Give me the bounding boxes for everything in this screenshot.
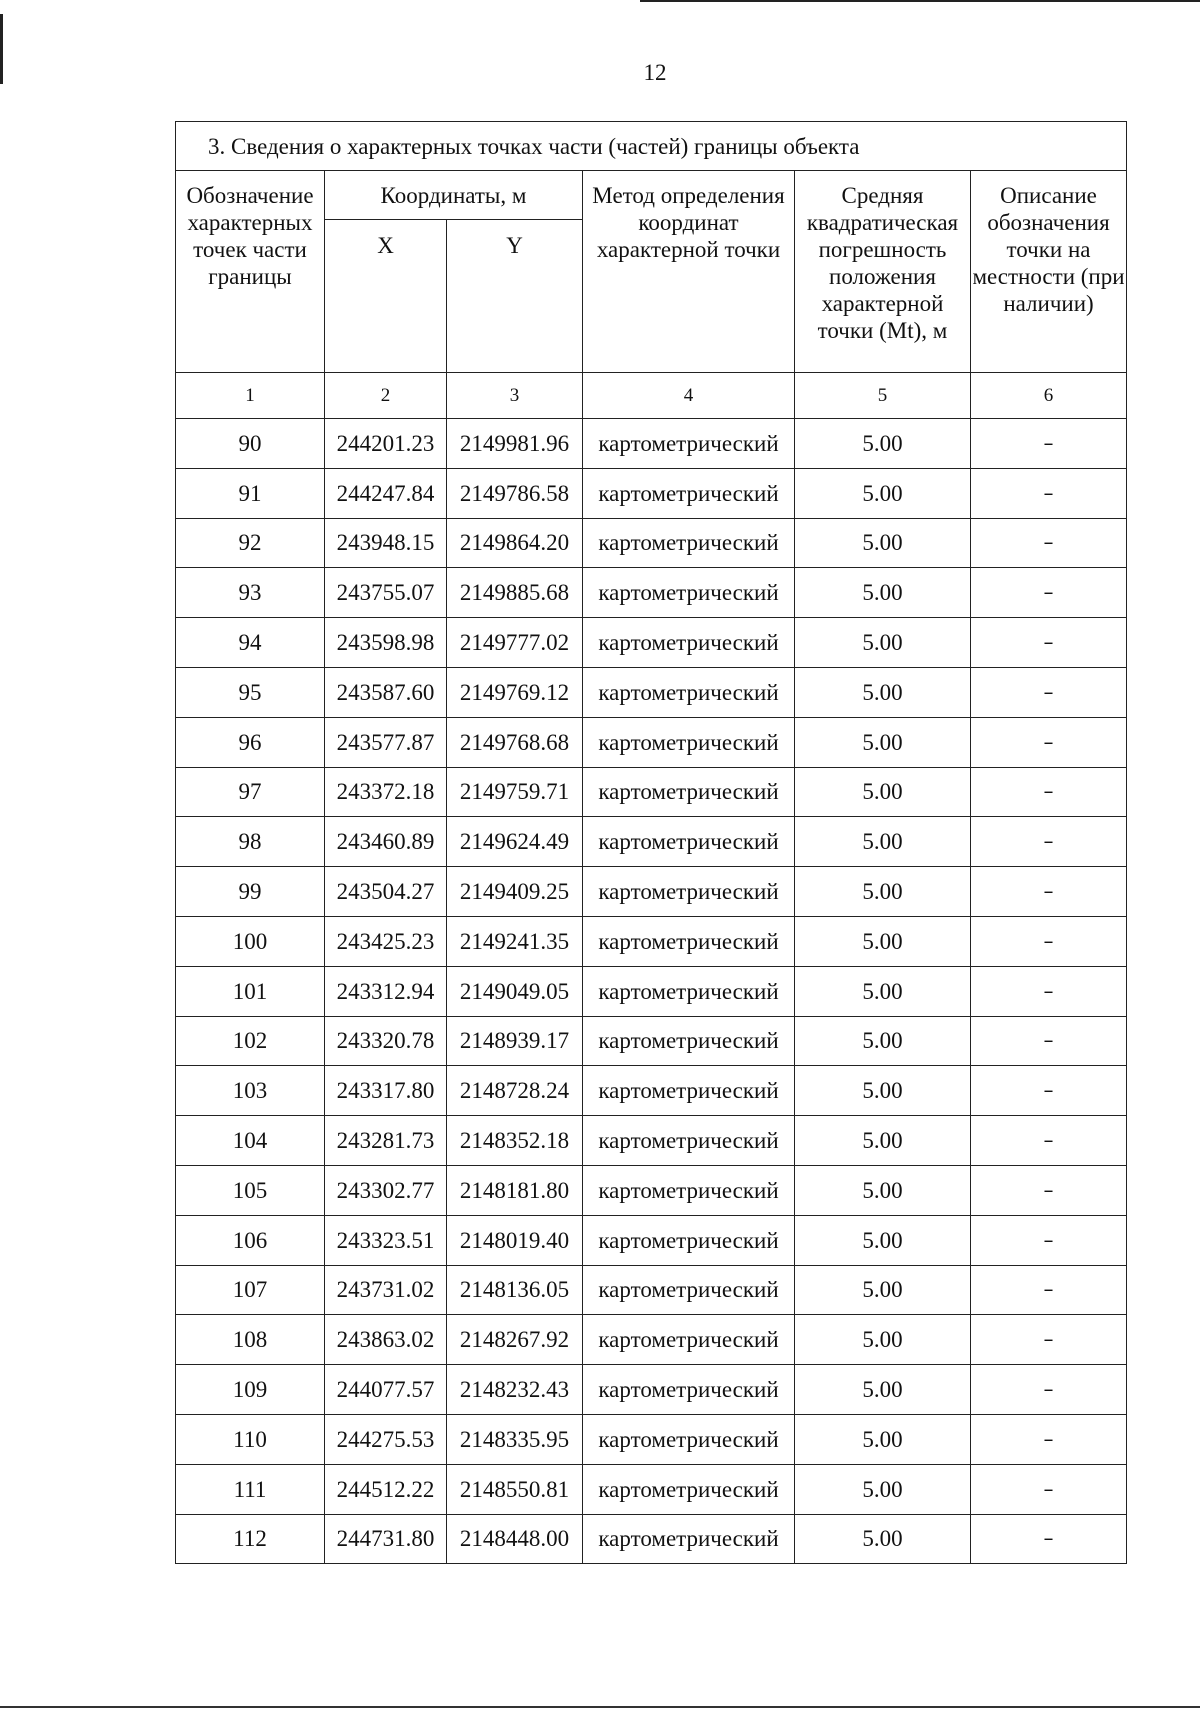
x-coordinate-cell: 243317.80 (325, 1066, 447, 1116)
x-coordinate-cell: 243281.73 (325, 1116, 447, 1166)
point-number-cell: 99 (176, 867, 325, 917)
method-cell: картометрический (583, 1215, 795, 1265)
description-cell: – (971, 518, 1127, 568)
y-coordinate-cell: 2148352.18 (447, 1116, 583, 1166)
method-cell: картометрический (583, 1016, 795, 1066)
method-cell: картометрический (583, 468, 795, 518)
error-value-cell: 5.00 (795, 1514, 971, 1564)
y-coordinate-cell: 2149624.49 (447, 817, 583, 867)
description-cell: – (971, 419, 1127, 469)
table-row (176, 618, 1127, 668)
x-coordinate-cell: 243863.02 (325, 1315, 447, 1365)
column-number: 2 (325, 373, 447, 419)
point-number-cell: 100 (176, 916, 325, 966)
method-cell: картометрический (583, 817, 795, 867)
header-method: Метод определения координат характерной точки (583, 171, 795, 373)
method-cell: картометрический (583, 867, 795, 917)
x-coordinate-cell: 244275.53 (325, 1414, 447, 1464)
method-cell: картометрический (583, 717, 795, 767)
point-number-cell: 109 (176, 1365, 325, 1415)
point-number-cell: 95 (176, 667, 325, 717)
point-number-cell: 94 (176, 618, 325, 668)
x-coordinate-cell: 243372.18 (325, 767, 447, 817)
x-coordinate-cell: 243598.98 (325, 618, 447, 668)
table-row (176, 568, 1127, 618)
table-row (176, 1365, 1127, 1415)
x-coordinate-cell: 243312.94 (325, 966, 447, 1016)
method-cell: картометрический (583, 419, 795, 469)
table-row (176, 1315, 1127, 1365)
y-coordinate-cell: 2149769.12 (447, 667, 583, 717)
description-cell: – (971, 1464, 1127, 1514)
error-value-cell: 5.00 (795, 717, 971, 767)
error-value-cell: 5.00 (795, 916, 971, 966)
x-coordinate-cell: 243320.78 (325, 1016, 447, 1066)
y-coordinate-cell: 2149885.68 (447, 568, 583, 618)
x-coordinate-cell: 243587.60 (325, 667, 447, 717)
method-cell: картометрический (583, 1414, 795, 1464)
description-cell: – (971, 1215, 1127, 1265)
error-value-cell: 5.00 (795, 767, 971, 817)
x-coordinate-cell: 243948.15 (325, 518, 447, 568)
description-cell: – (971, 1116, 1127, 1166)
description-cell: – (971, 966, 1127, 1016)
method-cell: картометрический (583, 568, 795, 618)
table-row (176, 419, 1127, 469)
y-coordinate-cell: 2148232.43 (447, 1365, 583, 1415)
y-coordinate-cell: 2149768.68 (447, 717, 583, 767)
x-coordinate-cell: 244077.57 (325, 1365, 447, 1415)
section-title-row (176, 122, 1127, 171)
table-row (176, 1514, 1127, 1564)
point-number-cell: 106 (176, 1215, 325, 1265)
method-cell: картометрический (583, 1315, 795, 1365)
point-number-cell: 112 (176, 1514, 325, 1564)
error-value-cell: 5.00 (795, 1016, 971, 1066)
description-cell: – (971, 867, 1127, 917)
error-value-cell: 5.00 (795, 419, 971, 469)
point-number-cell: 102 (176, 1016, 325, 1066)
x-coordinate-cell: 243577.87 (325, 717, 447, 767)
description-cell: – (971, 717, 1127, 767)
point-number-cell: 92 (176, 518, 325, 568)
y-coordinate-cell: 2149409.25 (447, 867, 583, 917)
x-coordinate-cell: 243302.77 (325, 1165, 447, 1215)
table-row (176, 1016, 1127, 1066)
table-row (176, 867, 1127, 917)
method-cell: картометрический (583, 1514, 795, 1564)
table-row (176, 1464, 1127, 1514)
error-value-cell: 5.00 (795, 1116, 971, 1166)
x-coordinate-cell: 243425.23 (325, 916, 447, 966)
y-coordinate-cell: 2149759.71 (447, 767, 583, 817)
description-cell: – (971, 916, 1127, 966)
error-value-cell: 5.00 (795, 667, 971, 717)
description-cell: – (971, 667, 1127, 717)
error-value-cell: 5.00 (795, 1315, 971, 1365)
table-row (176, 518, 1127, 568)
page-number: 12 (643, 60, 667, 85)
error-value-cell: 5.00 (795, 817, 971, 867)
point-number-cell: 111 (176, 1464, 325, 1514)
x-coordinate-cell: 244247.84 (325, 468, 447, 518)
error-value-cell: 5.00 (795, 966, 971, 1016)
error-value-cell: 5.00 (795, 568, 971, 618)
table-row (176, 1265, 1127, 1315)
header-x: X (325, 220, 447, 373)
x-coordinate-cell: 244512.22 (325, 1464, 447, 1514)
column-number: 1 (176, 373, 325, 419)
y-coordinate-cell: 2149777.02 (447, 618, 583, 668)
x-coordinate-cell: 243460.89 (325, 817, 447, 867)
table-row (176, 1116, 1127, 1166)
y-coordinate-cell: 2148335.95 (447, 1414, 583, 1464)
point-number-cell: 108 (176, 1315, 325, 1365)
header-row (176, 171, 1127, 220)
x-coordinate-cell: 244201.23 (325, 419, 447, 469)
y-coordinate-cell: 2149981.96 (447, 419, 583, 469)
table-row (176, 1165, 1127, 1215)
method-cell: картометрический (583, 667, 795, 717)
y-coordinate-cell: 2149049.05 (447, 966, 583, 1016)
method-cell: картометрический (583, 1066, 795, 1116)
point-number-cell: 107 (176, 1265, 325, 1315)
description-cell: – (971, 1265, 1127, 1315)
y-coordinate-cell: 2148728.24 (447, 1066, 583, 1116)
point-number-cell: 110 (176, 1414, 325, 1464)
method-cell: картометрический (583, 1365, 795, 1415)
scan-bottom-edge (0, 1706, 1200, 1708)
method-cell: картометрический (583, 1116, 795, 1166)
table-row (176, 717, 1127, 767)
scan-top-edge (640, 0, 1200, 2)
y-coordinate-cell: 2148550.81 (447, 1464, 583, 1514)
table-row (176, 1414, 1127, 1464)
y-coordinate-cell: 2148939.17 (447, 1016, 583, 1066)
x-coordinate-cell: 243755.07 (325, 568, 447, 618)
point-number-cell: 90 (176, 419, 325, 469)
description-cell: – (971, 1365, 1127, 1415)
method-cell: картометрический (583, 767, 795, 817)
column-number: 5 (795, 373, 971, 419)
column-number: 6 (971, 373, 1127, 419)
column-number: 4 (583, 373, 795, 419)
description-cell: – (971, 1315, 1127, 1365)
error-value-cell: 5.00 (795, 468, 971, 518)
x-coordinate-cell: 243504.27 (325, 867, 447, 917)
table-row (176, 667, 1127, 717)
method-cell: картометрический (583, 1265, 795, 1315)
error-value-cell: 5.00 (795, 1464, 971, 1514)
description-cell: – (971, 1414, 1127, 1464)
method-cell: картометрический (583, 618, 795, 668)
x-coordinate-cell: 243731.02 (325, 1265, 447, 1315)
description-cell: – (971, 1514, 1127, 1564)
table-row (176, 966, 1127, 1016)
point-number-cell: 91 (176, 468, 325, 518)
error-value-cell: 5.00 (795, 518, 971, 568)
header-y: Y (447, 220, 583, 373)
x-coordinate-cell: 243323.51 (325, 1215, 447, 1265)
section-title: 3. Сведения о характерных точках части (частей) границы объекта (176, 122, 1127, 171)
y-coordinate-cell: 2148136.05 (447, 1265, 583, 1315)
table-row (176, 468, 1127, 518)
point-number-cell: 93 (176, 568, 325, 618)
y-coordinate-cell: 2148181.80 (447, 1165, 583, 1215)
header-coordinates: Координаты, м (325, 171, 583, 220)
description-cell: – (971, 817, 1127, 867)
description-cell: – (971, 568, 1127, 618)
header-error: Средняя квадратическая погрешность положения характерной точки (Mt), м (795, 171, 971, 373)
error-value-cell: 5.00 (795, 1215, 971, 1265)
error-value-cell: 5.00 (795, 1414, 971, 1464)
point-number-cell: 96 (176, 717, 325, 767)
point-number-cell: 101 (176, 966, 325, 1016)
point-number-cell: 105 (176, 1165, 325, 1215)
x-coordinate-cell: 244731.80 (325, 1514, 447, 1564)
error-value-cell: 5.00 (795, 1165, 971, 1215)
description-cell: – (971, 1016, 1127, 1066)
method-cell: картометрический (583, 518, 795, 568)
description-cell: – (971, 767, 1127, 817)
y-coordinate-cell: 2149864.20 (447, 518, 583, 568)
error-value-cell: 5.00 (795, 867, 971, 917)
table-row (176, 817, 1127, 867)
description-cell: – (971, 468, 1127, 518)
y-coordinate-cell: 2149241.35 (447, 916, 583, 966)
error-value-cell: 5.00 (795, 1265, 971, 1315)
point-number-cell: 103 (176, 1066, 325, 1116)
method-cell: картометрический (583, 916, 795, 966)
error-value-cell: 5.00 (795, 1066, 971, 1116)
table-row (176, 1215, 1127, 1265)
point-number-cell: 97 (176, 767, 325, 817)
description-cell: – (971, 1165, 1127, 1215)
point-number-cell: 104 (176, 1116, 325, 1166)
header-designation: Обозначение характерных точек части границы (176, 171, 325, 373)
description-cell: – (971, 1066, 1127, 1116)
header-description: Описание обозначения точки на местности (при наличии) (971, 171, 1127, 373)
table-row (176, 916, 1127, 966)
column-number: 3 (447, 373, 583, 419)
method-cell: картометрический (583, 1464, 795, 1514)
column-number-row (176, 373, 1127, 419)
point-number-cell: 98 (176, 817, 325, 867)
y-coordinate-cell: 2149786.58 (447, 468, 583, 518)
table-row (176, 1066, 1127, 1116)
table-row (176, 767, 1127, 817)
y-coordinate-cell: 2148267.92 (447, 1315, 583, 1365)
method-cell: картометрический (583, 1165, 795, 1215)
boundary-points-table (175, 121, 1127, 1564)
error-value-cell: 5.00 (795, 1365, 971, 1415)
method-cell: картометрический (583, 966, 795, 1016)
description-cell: – (971, 618, 1127, 668)
error-value-cell: 5.00 (795, 618, 971, 668)
y-coordinate-cell: 2148448.00 (447, 1514, 583, 1564)
y-coordinate-cell: 2148019.40 (447, 1215, 583, 1265)
